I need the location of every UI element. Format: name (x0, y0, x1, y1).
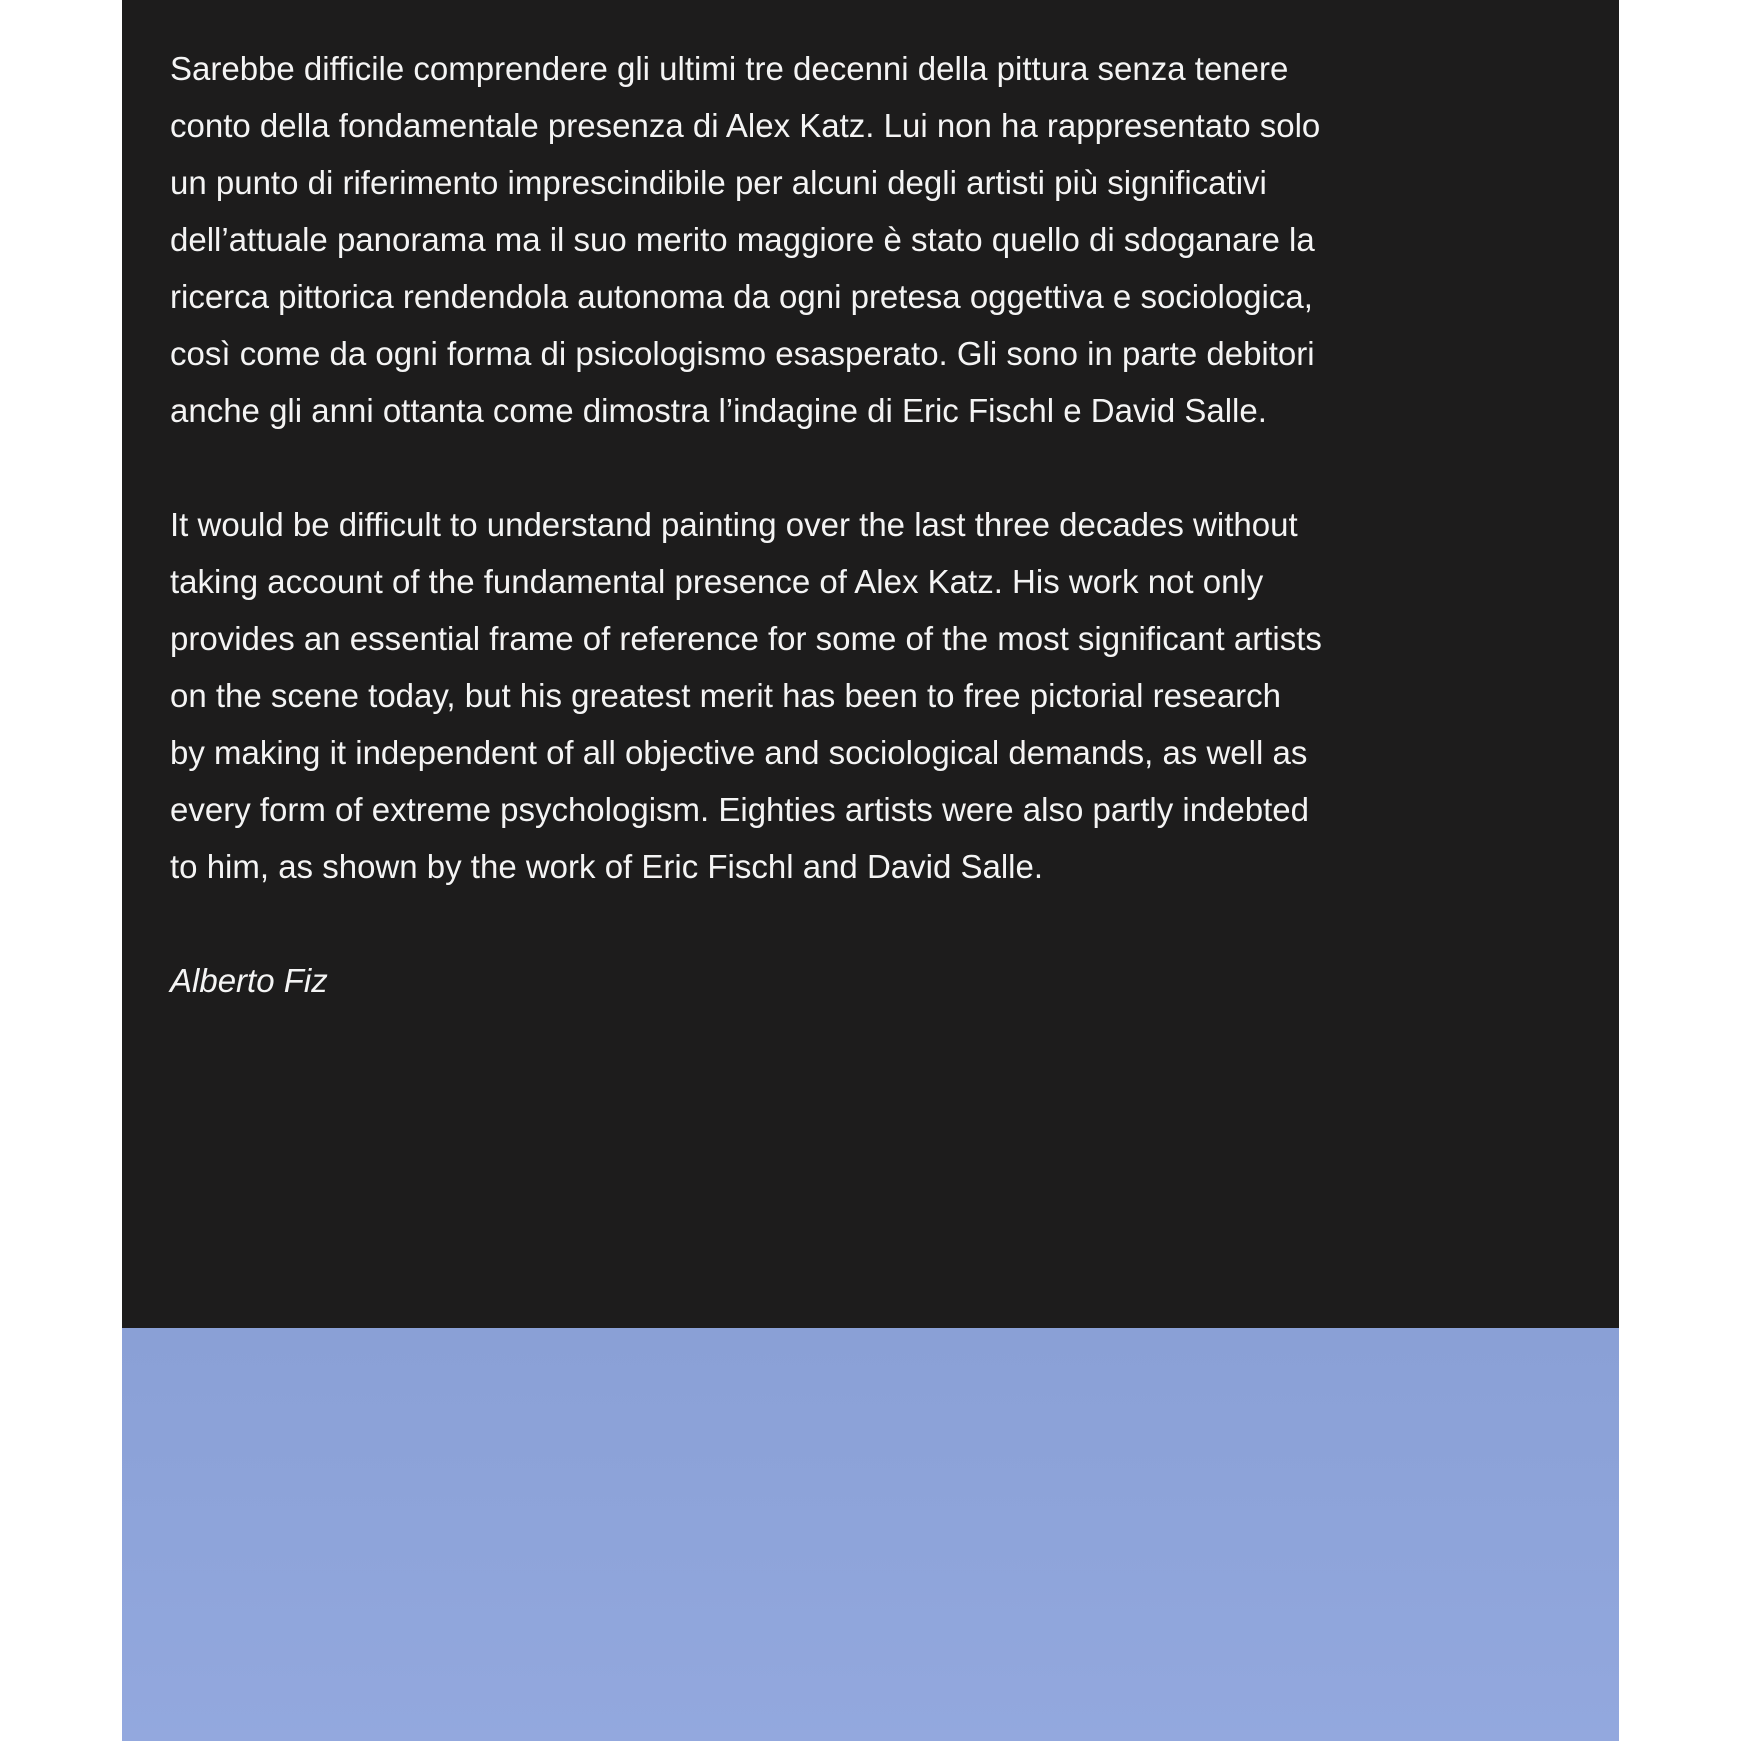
english-line: by making it independent of all objective and sociological demands, as well as (170, 734, 1308, 771)
english-line: to him, as shown by the work of Eric Fischl and David Salle. (170, 848, 1044, 885)
italian-line: un punto di riferimento imprescindibile per alcuni degli artisti più significativi (170, 164, 1267, 201)
italian-line: ricerca pittorica rendendola autonoma da ogni pretesa oggettiva e sociologica, (170, 278, 1313, 315)
english-line: taking account of the fundamental presence of Alex Katz. His work not only (170, 563, 1264, 600)
cover-text (170, 40, 1450, 1009)
english-line: on the scene today, but his greatest merit has been to free pictorial research (170, 677, 1282, 714)
italian-paragraph (170, 40, 1450, 439)
italian-line: dell’attuale panorama ma il suo merito maggiore è stato quello di sdoganare la (170, 221, 1315, 258)
italian-line: Sarebbe difficile comprendere gli ultimi tre decenni della pittura senza tenere (170, 50, 1289, 87)
author-signature: Alberto Fiz (170, 962, 328, 999)
italian-line: anche gli anni ottanta come dimostra l’indagine di Eric Fischl e David Salle. (170, 392, 1267, 429)
english-line: every form of extreme psychologism. Eighties artists were also partly indebted (170, 791, 1309, 828)
italian-line: così come da ogni forma di psicologismo esasperato. Gli sono in parte debitori (170, 335, 1315, 372)
italian-line: conto della fondamentale presenza di Alex Katz. Lui non ha rappresentato solo (170, 107, 1321, 144)
english-line: provides an essential frame of reference for some of the most significant artists (170, 620, 1322, 657)
blue-color-band (122, 1328, 1619, 1741)
english-line: It would be difficult to understand painting over the last three decades without (170, 506, 1298, 543)
book-back-cover (122, 0, 1619, 1741)
dark-text-panel (122, 0, 1619, 1328)
english-paragraph (170, 496, 1450, 895)
